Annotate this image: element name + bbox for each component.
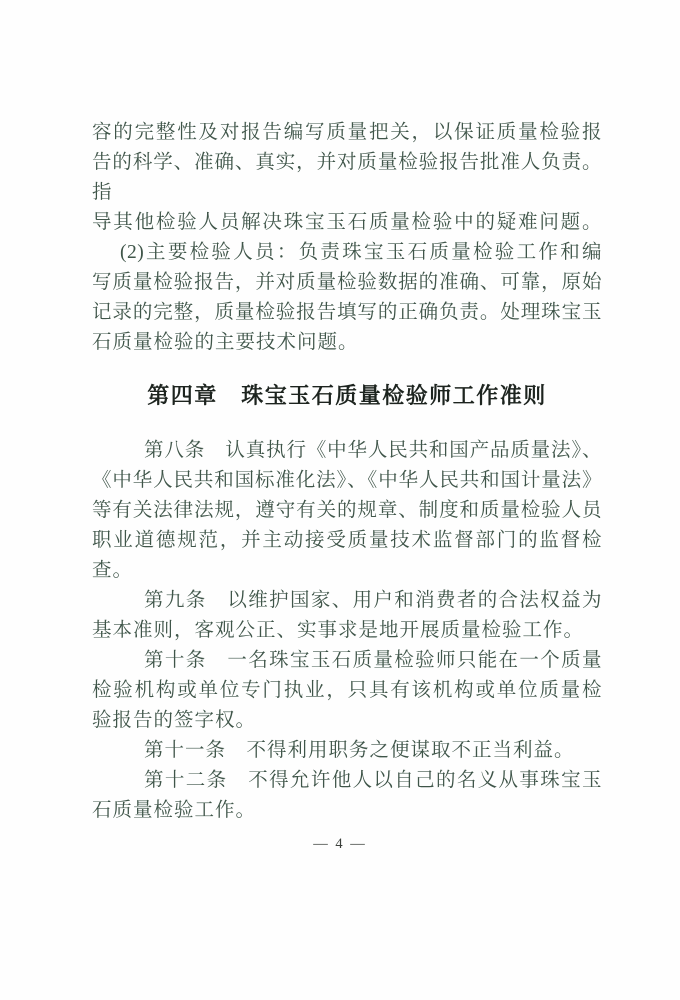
text-line: 第十二条 不得允许他人以自己的名义从事珠宝玉: [144, 770, 602, 791]
text-line: 石质量检验工作。: [92, 800, 257, 821]
text-line: 查。: [92, 560, 134, 581]
text-line: 第九条 以维护国家、用户和消费者的合法权益为: [144, 590, 602, 611]
text-line: 《中华人民共和国标准化法》、《中华人民共和国计量法》: [92, 470, 602, 491]
text-line: 第十条 一名珠宝玉石质量检验师只能在一个质量: [144, 650, 602, 671]
text-line: 验报告的签字权。: [92, 710, 257, 731]
text-line: (2)主要检验人员：负责珠宝玉石质量检验工作和编: [120, 242, 602, 263]
text-line: 告的科学、准确、真实，并对质量检验报告批准人负责。指: [92, 152, 602, 203]
chapter-heading: 第四章 珠宝玉石质量检验师工作准则: [147, 383, 547, 408]
page-body-text: [92, 118, 602, 826]
text-line: 石质量检验的主要技术问题。: [92, 332, 359, 353]
text-line: 写质量检验报告，并对质量检验数据的准确、可靠，原始: [92, 272, 602, 293]
text-line: 记录的完整，质量检验报告填写的正确负责。处理珠宝玉: [92, 302, 602, 323]
text-line: 容的完整性及对报告编写质量把关，以保证质量检验报: [92, 122, 602, 143]
text-line: 检验机构或单位专门执业，只具有该机构或单位质量检: [92, 680, 602, 701]
text-line: 基本准则，客观公正、实事求是地开展质量检验工作。: [92, 620, 585, 641]
text-line: 职业道德规范，并主动接受质量技术监督部门的监督检: [92, 530, 602, 551]
text-line: 第八条 认真执行《中华人民共和国产品质量法》、: [144, 440, 602, 461]
text-line: 导其他检验人员解决珠宝玉石质量检验中的疑难问题。: [92, 212, 602, 233]
page-number: — 4 —: [313, 836, 367, 852]
text-line: 第十一条 不得利用职务之便谋取不正当利益。: [144, 740, 575, 761]
text-line: 等有关法律法规，遵守有关的规章、制度和质量检验人员: [92, 500, 602, 521]
